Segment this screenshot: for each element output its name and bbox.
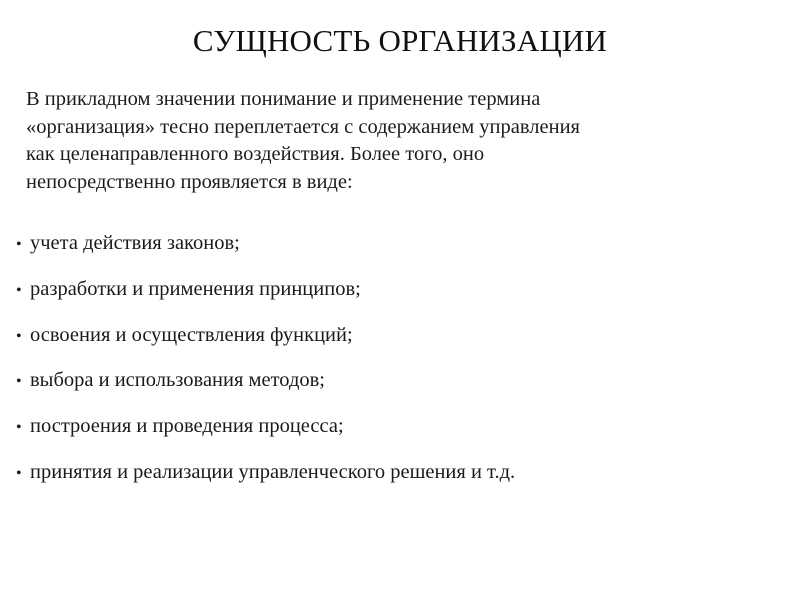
intro-paragraph — [26, 86, 766, 196]
list-item — [16, 413, 786, 459]
list-item-text: принятия и реализации управленческого решения и т.д. — [30, 460, 516, 483]
intro-line: «организация» тесно переплетается с содержанием управления — [26, 115, 580, 138]
list-item — [16, 367, 786, 413]
intro-line: В прикладном значении понимание и применение термина — [26, 88, 541, 110]
bullet-icon: • — [16, 281, 22, 299]
bullet-icon: • — [16, 419, 22, 437]
list-item — [16, 230, 786, 276]
bullet-list — [16, 230, 786, 505]
list-item-text: разработки и применения принципов; — [30, 277, 361, 300]
bullet-icon: • — [16, 373, 22, 391]
slide-title: СУЩНОСТЬ ОРГАНИЗАЦИИ — [192, 23, 608, 58]
list-item — [16, 276, 786, 322]
bullet-icon: • — [16, 464, 22, 482]
intro-line: непосредственно проявляется в виде: — [26, 170, 353, 193]
bullet-icon: • — [16, 236, 22, 253]
list-item-text: учета действия законов; — [30, 232, 240, 254]
list-item — [16, 322, 786, 368]
intro-line: как целенаправленного воздействия. Более того, оно — [26, 143, 485, 165]
list-item — [16, 459, 786, 505]
list-item-text: выбора и использования методов; — [30, 369, 326, 392]
list-item-text: освоения и осуществления функций; — [30, 323, 353, 346]
bullet-icon: • — [16, 327, 22, 345]
list-item-text: построения и проведения процесса; — [30, 415, 344, 438]
